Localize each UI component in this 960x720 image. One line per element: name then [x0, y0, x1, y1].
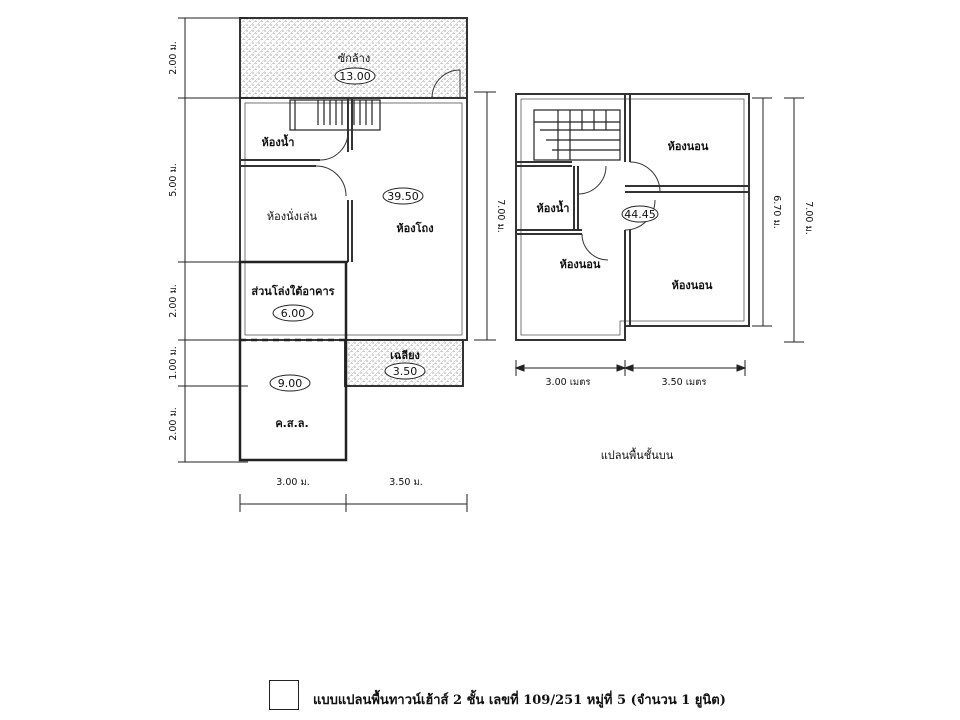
ground-floor-plan: [168, 18, 506, 512]
unit-checkbox[interactable]: [269, 680, 299, 710]
dim-bottom-2: 3.50 ม.: [389, 477, 423, 488]
upper-bedroom-tr-label: ห้องนอน: [667, 140, 709, 153]
caption-row: [269, 680, 729, 716]
dim-left-2: 5.00 ม.: [168, 163, 179, 197]
upper-dim-right-2: 7.00 ม.: [803, 201, 814, 235]
stair: [290, 100, 380, 130]
hall-area-value: 39.50: [387, 190, 419, 203]
dim-right: 7.00 ม.: [495, 199, 506, 233]
dim-bottom-1: 3.00 ม.: [276, 477, 310, 488]
upper-dim-right-1: 6.70 ม.: [771, 195, 782, 229]
upper-stair: [534, 110, 620, 160]
laundry-label: ซักล้าง: [337, 52, 371, 65]
right-dimension: [474, 92, 496, 340]
dim-left-1: 2.00 ม.: [168, 41, 179, 75]
upper-bathroom-label: ห้องน้ำ: [536, 202, 570, 215]
dim-left-5: 2.00 ม.: [168, 407, 179, 441]
upper-bottom-dimension: [516, 360, 745, 376]
bottom-dimension: [240, 494, 467, 512]
laundry-area-value: 13.00: [339, 70, 371, 83]
bathroom-label: ห้องน้ำ: [261, 136, 295, 149]
dim-left-3: 2.00 ม.: [168, 284, 179, 318]
porch-area-value: 3.50: [392, 365, 418, 378]
interior-walls: [240, 98, 352, 262]
carport-label: ส่วนโล่งใต้อาคาร: [251, 285, 335, 298]
dim-left-4: 1.00 ม.: [168, 346, 179, 380]
upper-bedroom-br-label: ห้องนอน: [671, 279, 713, 292]
living-room-label: ห้องนั่งเล่น: [266, 210, 318, 223]
upper-area-value: 44.45: [624, 208, 656, 221]
upper-bedroom-bl-label: ห้องนอน: [559, 258, 601, 271]
upper-dim-bottom-1: 3.00 เมตร: [545, 377, 591, 388]
open-area-value: 9.00: [277, 377, 303, 390]
left-dimension-chain: [178, 18, 248, 462]
open-area-label: ค.ส.ล.: [275, 417, 309, 430]
caption-text: แบบแปลนพื้นทาวน์เฮ้าส์ 2 ชั้น เลขที่ 109/251 หมู่ที่ 5 (จำนวน 1 ยูนิต): [313, 693, 726, 708]
upper-floor-plan: [516, 94, 814, 462]
upper-floor-title: แปลนพื้นชั้นบน: [600, 449, 674, 462]
porch-label: เฉลียง: [390, 349, 420, 362]
carport-area-value: 6.00: [280, 307, 306, 320]
hall-label: ห้องโถง: [396, 222, 434, 235]
upper-dim-bottom-2: 3.50 เมตร: [661, 377, 707, 388]
